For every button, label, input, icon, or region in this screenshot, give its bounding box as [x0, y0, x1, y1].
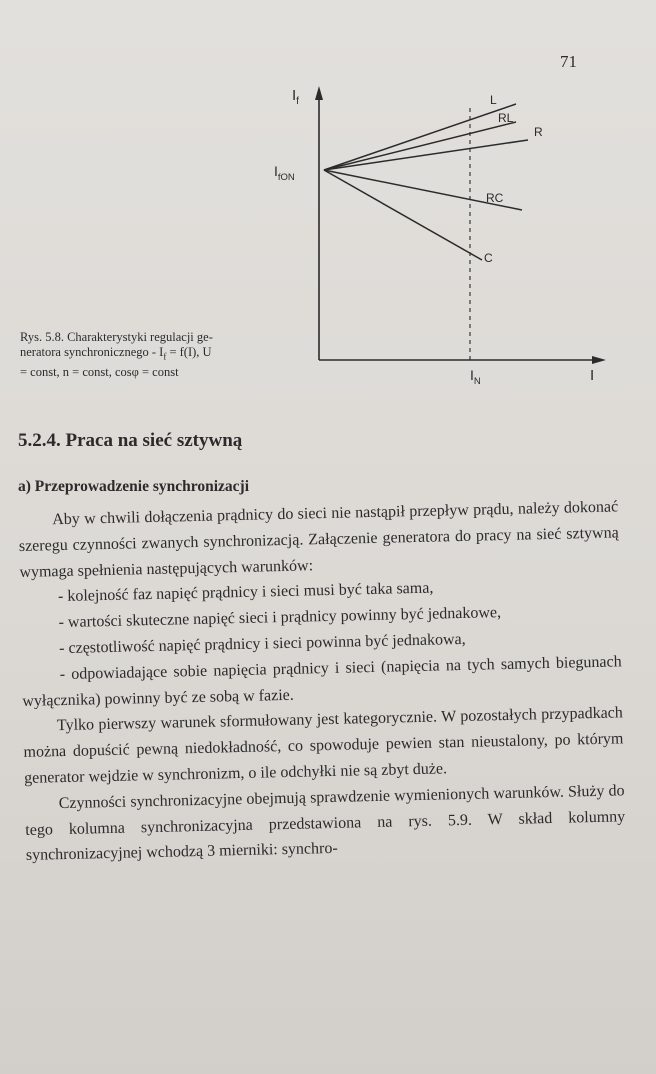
condition-item-4: - odpowiadające sobie napięcia prądnicy i sieci (napięcia na tych samych biegunach wyłącznika) powinny być ze sobą w fazie.: [22, 653, 622, 710]
figure-svg: [272, 78, 612, 388]
curve-label-r: R: [534, 125, 543, 139]
paragraph-2: Tylko pierwszy warunek sformułowany jest kategorycznie. W pozostałych przypadkach można dopuścić pewną niedokładność, co spowoduje pewien stan nieustalony, po którym generator wejdzie w synchronizm, o ile odchyłki nie są zbyt duże.: [23, 704, 624, 787]
body-text: [18, 494, 626, 869]
caption-line-1: Rys. 5.8. Charakterystyki regulacji ge-: [20, 330, 213, 344]
section-heading: 5.2.4. Praca na sieć sztywną: [18, 430, 243, 451]
paragraph-3: Czynności synchronizacyjne obejmują sprawdzenie wymienionych warunków. Służy do tego kolumna synchronizacyjna przedstawiona na rys. 5.9. W skład kolumny synchronizacyjnej wchodzą 3 mierniki: synchro-: [25, 782, 626, 865]
curve-label-c: C: [484, 251, 493, 265]
curve-label-rc: RC: [486, 191, 504, 205]
curve-c: [324, 170, 482, 260]
figure-regulation-characteristics: [272, 78, 612, 388]
y-axis-arrow: [315, 86, 323, 100]
curve-label-l: L: [490, 93, 497, 107]
in-label: $I_N$: [470, 367, 481, 387]
condition-item-3: - częstotliwość napięć prądnicy i sieci powinna być jednakowa,: [59, 630, 466, 658]
condition-item-1: - kolejność faz napięć prądnicy i sieci musi być taka sama,: [57, 579, 434, 606]
x-axis-arrow: [592, 356, 606, 364]
curve-l: [324, 104, 516, 170]
subheading: a) Przeprowadzenie synchronizacji: [18, 478, 250, 495]
x-axis-label: I: [590, 367, 595, 384]
origin-label: $I_{fON}$: [274, 163, 295, 183]
paragraph-1: Aby w chwili dołączenia prądnicy do sieci nie nastąpił przepływ prądu, należy dokonać szeregu czynności zwanych synchronizacją. Załączenie generatora do pracy na sieć sztywną wymaga spełnienia następujących warunków:: [18, 498, 619, 581]
page-number: 71: [560, 52, 577, 71]
figure-caption: [20, 330, 290, 380]
caption-line-3: = const, n = const, cosφ = const: [20, 364, 179, 379]
curve-label-rl: RL: [498, 111, 514, 125]
y-axis-label: $I_f$: [292, 87, 299, 107]
condition-item-2: - wartości skuteczne napięć sieci i prądnicy powinny być jednakowe,: [58, 604, 502, 632]
caption-line-2: neratora synchronicznego - $I_f = f(I)$, U: [20, 345, 212, 362]
